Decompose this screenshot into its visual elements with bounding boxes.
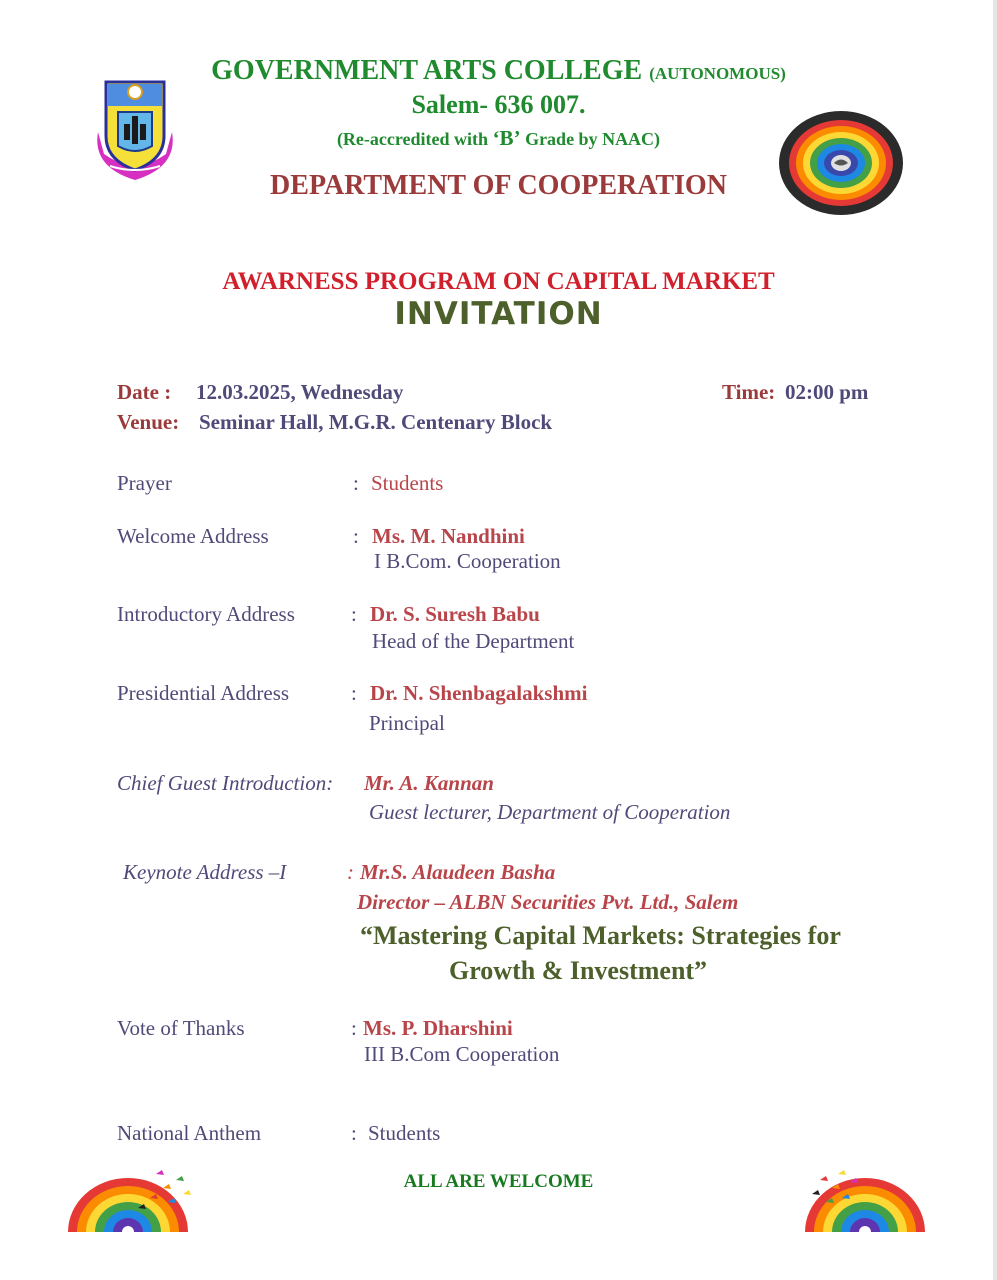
presidential-colon: : — [351, 681, 357, 705]
date-value: 12.03.2025, Wednesday — [196, 380, 404, 404]
keynote-sub: Director – ALBN Securities Pvt. Ltd., Salem — [357, 890, 739, 914]
program-title: AWARNESS PROGRAM ON CAPITAL MARKET — [222, 268, 775, 295]
keynote-name: Mr.S. Alaudeen Basha — [360, 860, 556, 884]
chief-guest-label: Chief Guest Introduction: — [117, 771, 334, 795]
keynote-topic-line2: Growth & Investment” — [449, 956, 708, 985]
national-anthem-name: Students — [368, 1121, 441, 1145]
college-name — [0, 55, 997, 87]
rainbow-doves-icon — [790, 1168, 925, 1232]
all-are-welcome: ALL ARE WELCOME — [403, 1171, 594, 1192]
welcome-sub: I B.Com. Cooperation — [374, 549, 561, 573]
introductory-name: Dr. S. Suresh Babu — [370, 602, 540, 626]
accreditation-pre: (Re-accredited with — [336, 129, 493, 149]
national-anthem-label: National Anthem — [117, 1121, 262, 1145]
college-city: Salem- 636 007. — [411, 90, 586, 119]
accreditation-post: Grade by NAAC) — [520, 129, 661, 149]
presidential-sub: Principal — [369, 711, 445, 735]
venue-label: Venue: — [117, 410, 180, 434]
college-name-text: GOVERNMENT ARTS COLLEGE — [211, 55, 643, 86]
vote-of-thanks-name: Ms. P. Dharshini — [363, 1016, 513, 1040]
keynote-label: Keynote Address –I — [123, 860, 287, 884]
presidential-label: Presidential Address — [117, 681, 290, 705]
prayer-name: Students — [371, 471, 444, 495]
vote-of-thanks-label: Vote of Thanks — [117, 1016, 245, 1040]
invitation-heading: INVITATION — [394, 296, 603, 332]
welcome-label: Welcome Address — [117, 524, 269, 548]
chief-guest-name: Mr. A. Kannan — [364, 771, 494, 795]
accreditation-grade: ‘B’ — [492, 126, 521, 150]
date-label: Date : — [117, 380, 172, 404]
venue-value: Seminar Hall, M.G.R. Centenary Block — [199, 410, 553, 434]
prayer-colon: : — [353, 471, 359, 495]
keynote-colon: : — [347, 860, 354, 884]
department-title: DEPARTMENT OF COOPERATION — [270, 170, 727, 201]
prayer-label: Prayer — [117, 471, 172, 495]
time-value: 02:00 pm — [785, 380, 869, 404]
time-label: Time: — [722, 380, 776, 404]
vote-of-thanks-colon: : — [351, 1016, 357, 1040]
accreditation-note — [0, 126, 997, 151]
introductory-label: Introductory Address — [117, 602, 295, 626]
introductory-sub: Head of the Department — [372, 629, 575, 653]
chief-guest-sub: Guest lecturer, Department of Cooperation — [369, 800, 731, 824]
presidential-name: Dr. N. Shenbagalakshmi — [370, 681, 588, 705]
keynote-topic-line1: “Mastering Capital Markets: Strategies for — [360, 921, 841, 950]
welcome-colon: : — [353, 524, 359, 548]
rainbow-doves-icon — [68, 1168, 203, 1232]
national-anthem-colon: : — [351, 1121, 357, 1145]
vote-of-thanks-sub: III B.Com Cooperation — [364, 1042, 560, 1066]
college-suffix: (AUTONOMOUS) — [649, 64, 786, 83]
introductory-colon: : — [351, 602, 357, 626]
welcome-name: Ms. M. Nandhini — [372, 524, 525, 548]
